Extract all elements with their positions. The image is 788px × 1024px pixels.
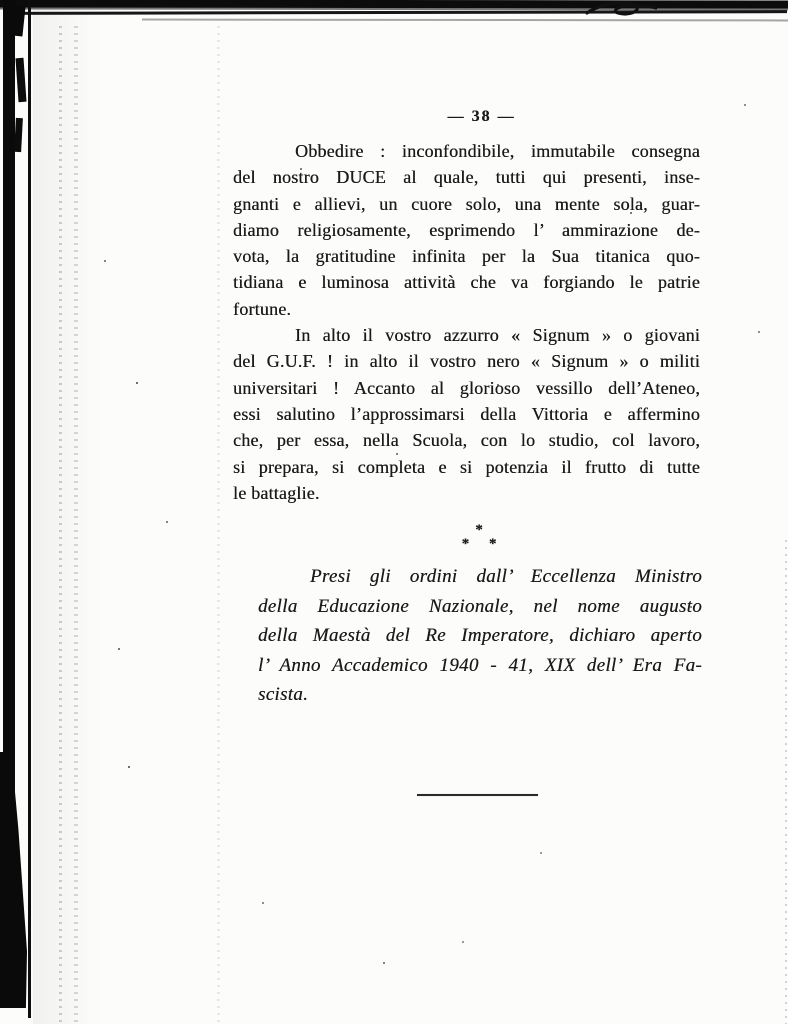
text-line: essi salutino l’approssimarsi della Vittoria e affermino <box>233 403 700 424</box>
asterisk-pair: * * <box>461 536 505 552</box>
ink-blob <box>14 118 23 152</box>
left-paper-shading <box>33 0 105 1024</box>
text-line: della Maestà del Re Imperatore, dichiaro aperto <box>258 625 702 647</box>
top-faint-rule-artifact <box>142 19 788 22</box>
pen-swirl-mark-icon <box>585 0 657 20</box>
text-line: del nostro DUCE al quale, tutti qui presenti, inse- <box>233 167 700 188</box>
text-line: vota, la gratitudine infinita per la Sua titanica quo- <box>233 246 700 267</box>
page-number: — 38 — <box>447 108 516 125</box>
text-line: Presi gli ordini dall’ Eccellenza Ministro <box>310 566 702 587</box>
text-line: l’ Anno Accademico 1940 - 41, XIX dell’ Era Fa- <box>258 654 702 676</box>
ink-blob <box>11 6 25 37</box>
text-line: le battaglie. <box>233 482 320 503</box>
text-line: della Educazione Nazionale, nel nome augusto <box>258 595 702 617</box>
text-line: In alto il vostro azzurro « Signum » o giovani <box>295 325 700 346</box>
scan-streak-column <box>59 26 62 1022</box>
asterism-ornament <box>233 523 725 551</box>
body-text-block <box>233 138 700 506</box>
text-line: che, per essa, nella Scuola, con lo studio, col lavoro, <box>233 430 700 451</box>
text-line: universitari ! Accanto al glorioso vessillo dell’Ateneo, <box>233 377 700 398</box>
text-line: del G.U.F. ! in alto il vostro nero « Signum » o militi <box>233 351 700 372</box>
top-rule-artifact <box>8 10 787 15</box>
scan-noise-specks <box>0 0 2 2</box>
text-line: Obbedire : inconfondibile, immutabile consegna <box>295 141 700 161</box>
binding-edge-bottom <box>0 752 27 1008</box>
text-line: diamo religiosamente, esprimendo l’ ammirazione de- <box>233 219 700 240</box>
text-line: scista. <box>258 684 309 706</box>
ink-blob <box>15 58 26 102</box>
text-line: gnanti e allievi, un cuore solo, una mente sola, guar- <box>233 193 700 214</box>
scan-streak-column <box>217 26 220 1022</box>
italic-paragraph <box>258 562 702 710</box>
top-scan-edge <box>0 0 788 9</box>
text-line: fortune. <box>233 298 292 319</box>
scan-streak-column <box>785 540 787 1024</box>
scan-streak-column <box>74 26 78 1022</box>
page-fold-line <box>28 0 31 1018</box>
closing-rule <box>417 794 538 796</box>
text-line: tidiana e luminosa attività che va forgiando le patrie <box>233 272 700 293</box>
asterisk-top: * <box>475 522 483 538</box>
text-line: si prepara, si completa e si potenzia il frutto di tutte <box>233 456 700 477</box>
